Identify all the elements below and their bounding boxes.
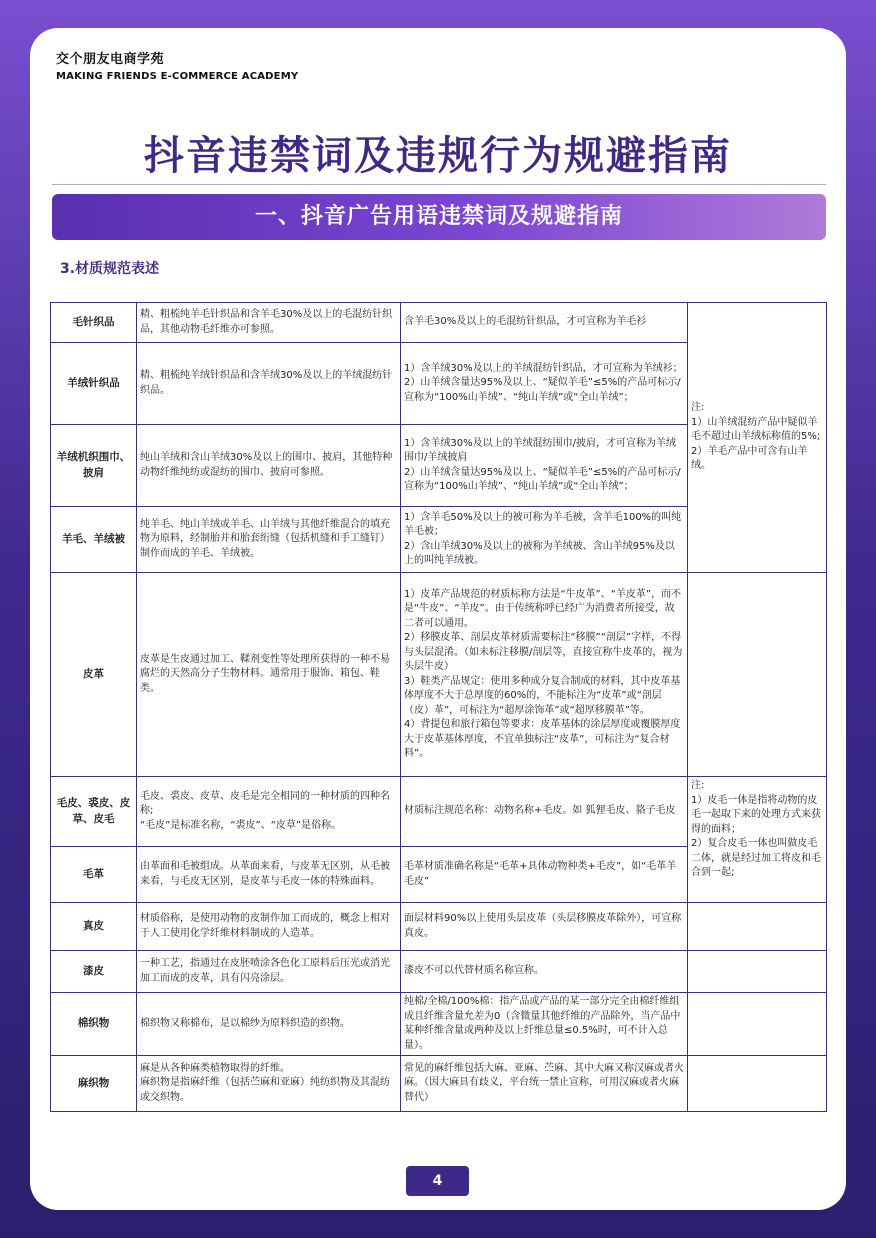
labeling-rule: 1）含羊绒30%及以上的羊绒混纺围巾/披肩，才可宣称为羊绒围巾/羊绒披肩 2）山羊绒含量达95%及以上、“疑似羊毛”≤5%的产品可标示/宣称为“100%山羊绒”、“纯山羊绒”或“全山羊绒”；	[401, 425, 688, 507]
title-divider	[52, 184, 826, 185]
brand-name-en: MAKING FRIENDS E-COMMERCE ACADEMY	[56, 71, 299, 82]
material-description: 材质俗称，是使用动物的皮制作加工而成的，概念上相对于人工使用化学纤维材料制成的人造革。	[137, 903, 401, 951]
material-description: 毛皮、裘皮、皮草、皮毛是完全相同的一种材质的四种名称; “毛皮”是标准名称，“裘皮”、“皮草”是俗称。	[137, 777, 401, 847]
material-description: 一种工艺，指通过在皮胚喷涂各色化工原料后压光或消光加工而成的皮革，具有闪亮涂层。	[137, 951, 401, 993]
labeling-rule: 含羊毛30%及以上的毛混纺针织品，才可宣称为羊毛衫	[401, 303, 688, 343]
note-empty	[688, 951, 827, 993]
table-row	[51, 573, 827, 777]
page-number: 4	[406, 1166, 469, 1196]
labeling-rule: 常见的麻纤维包括大麻、亚麻、苎麻、其中大麻又称汉麻或者火麻。（因大麻具有歧义，平台统一禁止宣称，可用汉麻或者火麻替代）	[401, 1056, 688, 1112]
note-empty	[688, 993, 827, 1056]
section-banner: 一、抖音广告用语违禁词及规避指南	[52, 194, 826, 240]
material-description: 皮革是生皮通过加工、鞣剂变性等处理所获得的一种不易腐烂的天然高分子生物材料。通常用于服饰、箱包、鞋类。	[137, 573, 401, 777]
material-name: 毛革	[51, 847, 137, 903]
material-description: 精、粗梳纯羊毛针织品和含羊毛30%及以上的毛混纺针织品，其他动物毛纤维亦可参照。	[137, 303, 401, 343]
labeling-rule: 1）含羊毛50%及以上的被可称为羊毛被，含羊毛100%的叫纯羊毛被； 2）含山羊绒30%及以上的被称为羊绒被、含山羊绒95%及以上的叫纯羊绒被。	[401, 507, 688, 573]
table-row	[51, 303, 827, 343]
material-name: 漆皮	[51, 951, 137, 993]
labeling-rule: 1）皮革产品规范的材质标称方法是“牛皮革”、“羊皮革”，而不是“牛皮”、“羊皮”。由于传统称呼已经广为消费者所接受，故二者可以通用。 2）移膜皮革、剖层皮革材质需要标注“移膜”“剖层”字样，不得与头层混淆。（如未标注移膜/剖层等，直接宣称牛皮革的，视为头层牛皮） 3）鞋类产品规定：使用多种成分复合制成的材料，其中皮革基体厚度不大于总厚度的60%的，不能标注为“皮革”或“剖层（皮）革”，可标注为“超厚涂饰革”或“超厚移膜革”等。 4）背提包和旅行箱包等要求：皮革基体的涂层厚度或覆膜厚度大于皮革基体厚度，不宜单独标注“皮革”，可标注为“复合材料”。	[401, 573, 688, 777]
material-name: 棉织物	[51, 993, 137, 1056]
material-name: 羊绒针织品	[51, 343, 137, 425]
labeling-rule: 材质标注规范名称：动物名称+毛皮。如 狐狸毛皮、貉子毛皮	[401, 777, 688, 847]
material-description: 精、粗梳纯羊绒针织品和含羊绒30%及以上的羊绒混纺针织品。	[137, 343, 401, 425]
brand-name-cn: 交个朋友电商学苑	[56, 52, 165, 67]
material-description: 棉织物又称棉布，是以棉纱为原料织造的织物。	[137, 993, 401, 1056]
note-empty	[688, 1056, 827, 1112]
note-wool: 注: 1）山羊绒混纺产品中疑似羊毛不超过山羊绒标称值的5%; 2）羊毛产品中可含有山羊绒。	[688, 303, 827, 573]
material-name: 真皮	[51, 903, 137, 951]
note-empty	[688, 573, 827, 777]
material-name: 羊绒机织围巾、披肩	[51, 425, 137, 507]
labeling-rule: 纯棉/全棉/100%棉：指产品或产品的某一部分完全由棉纤维组成且纤维含量允差为0（含微量其他纤维的产品除外，当产品中某种纤维含量或两种及以上纤维总量≤0.5%时，可不计入总量）。	[401, 993, 688, 1056]
table-row	[51, 903, 827, 951]
material-description: 纯羊毛、纯山羊绒或羊毛、山羊绒与其他纤维混合的填充物为原料，经制胎并和胎套绗缝（包括机缝和手工缝钉）制作而成的羊毛、羊绒被。	[137, 507, 401, 573]
labeling-rule: 漆皮不可以代替材质名称宣称。	[401, 951, 688, 993]
material-description: 纯山羊绒和含山羊绒30%及以上的围巾、披肩，其他特种动物纤维纯纺或混纺的围巾、披肩可参照。	[137, 425, 401, 507]
table-row	[51, 777, 827, 847]
section-heading: 3.材质规范表述	[60, 261, 160, 277]
material-name: 毛皮、裘皮、皮草、皮毛	[51, 777, 137, 847]
material-name: 皮革	[51, 573, 137, 777]
material-name: 毛针织品	[51, 303, 137, 343]
labeling-rule: 面层材料90%以上使用头层皮革（头层移膜皮革除外），可宣称真皮。	[401, 903, 688, 951]
material-name: 麻织物	[51, 1056, 137, 1112]
page	[30, 28, 846, 1210]
note-empty	[688, 903, 827, 951]
table-row	[51, 1056, 827, 1112]
brand	[56, 48, 298, 82]
material-table	[50, 302, 827, 1112]
material-description: 由革面和毛被组成。从革面来看，与皮革无区别，从毛被来看，与毛皮无区别，是皮革与毛皮一体的特殊面料。	[137, 847, 401, 903]
table-row	[51, 951, 827, 993]
material-description: 麻是从各种麻类植物取得的纤维。 麻织物是指麻纤维（包括苎麻和亚麻）纯纺织物及其混纺或交织物。	[137, 1056, 401, 1112]
note-fur: 注: 1）皮毛一体是指将动物的皮毛一起取下来的处理方式来获得的面料； 2）复合皮毛一体也叫做皮毛二体，就是经过加工将皮和毛合到一起;	[688, 777, 827, 903]
material-name: 羊毛、羊绒被	[51, 507, 137, 573]
table-row	[51, 993, 827, 1056]
labeling-rule: 毛革材质准确名称是“毛革+具体动物种类+毛皮”，如“毛革羊毛皮”	[401, 847, 688, 903]
page-title: 抖音违禁词及违规行为规避指南	[144, 133, 732, 179]
labeling-rule: 1）含羊绒30%及以上的羊绒混纺针织品，才可宣称为羊绒衫； 2）山羊绒含量达95%及以上、“疑似羊毛”≤5%的产品可标示/宣称为“100%山羊绒”、“纯山羊绒”或“全山羊绒”；	[401, 343, 688, 425]
